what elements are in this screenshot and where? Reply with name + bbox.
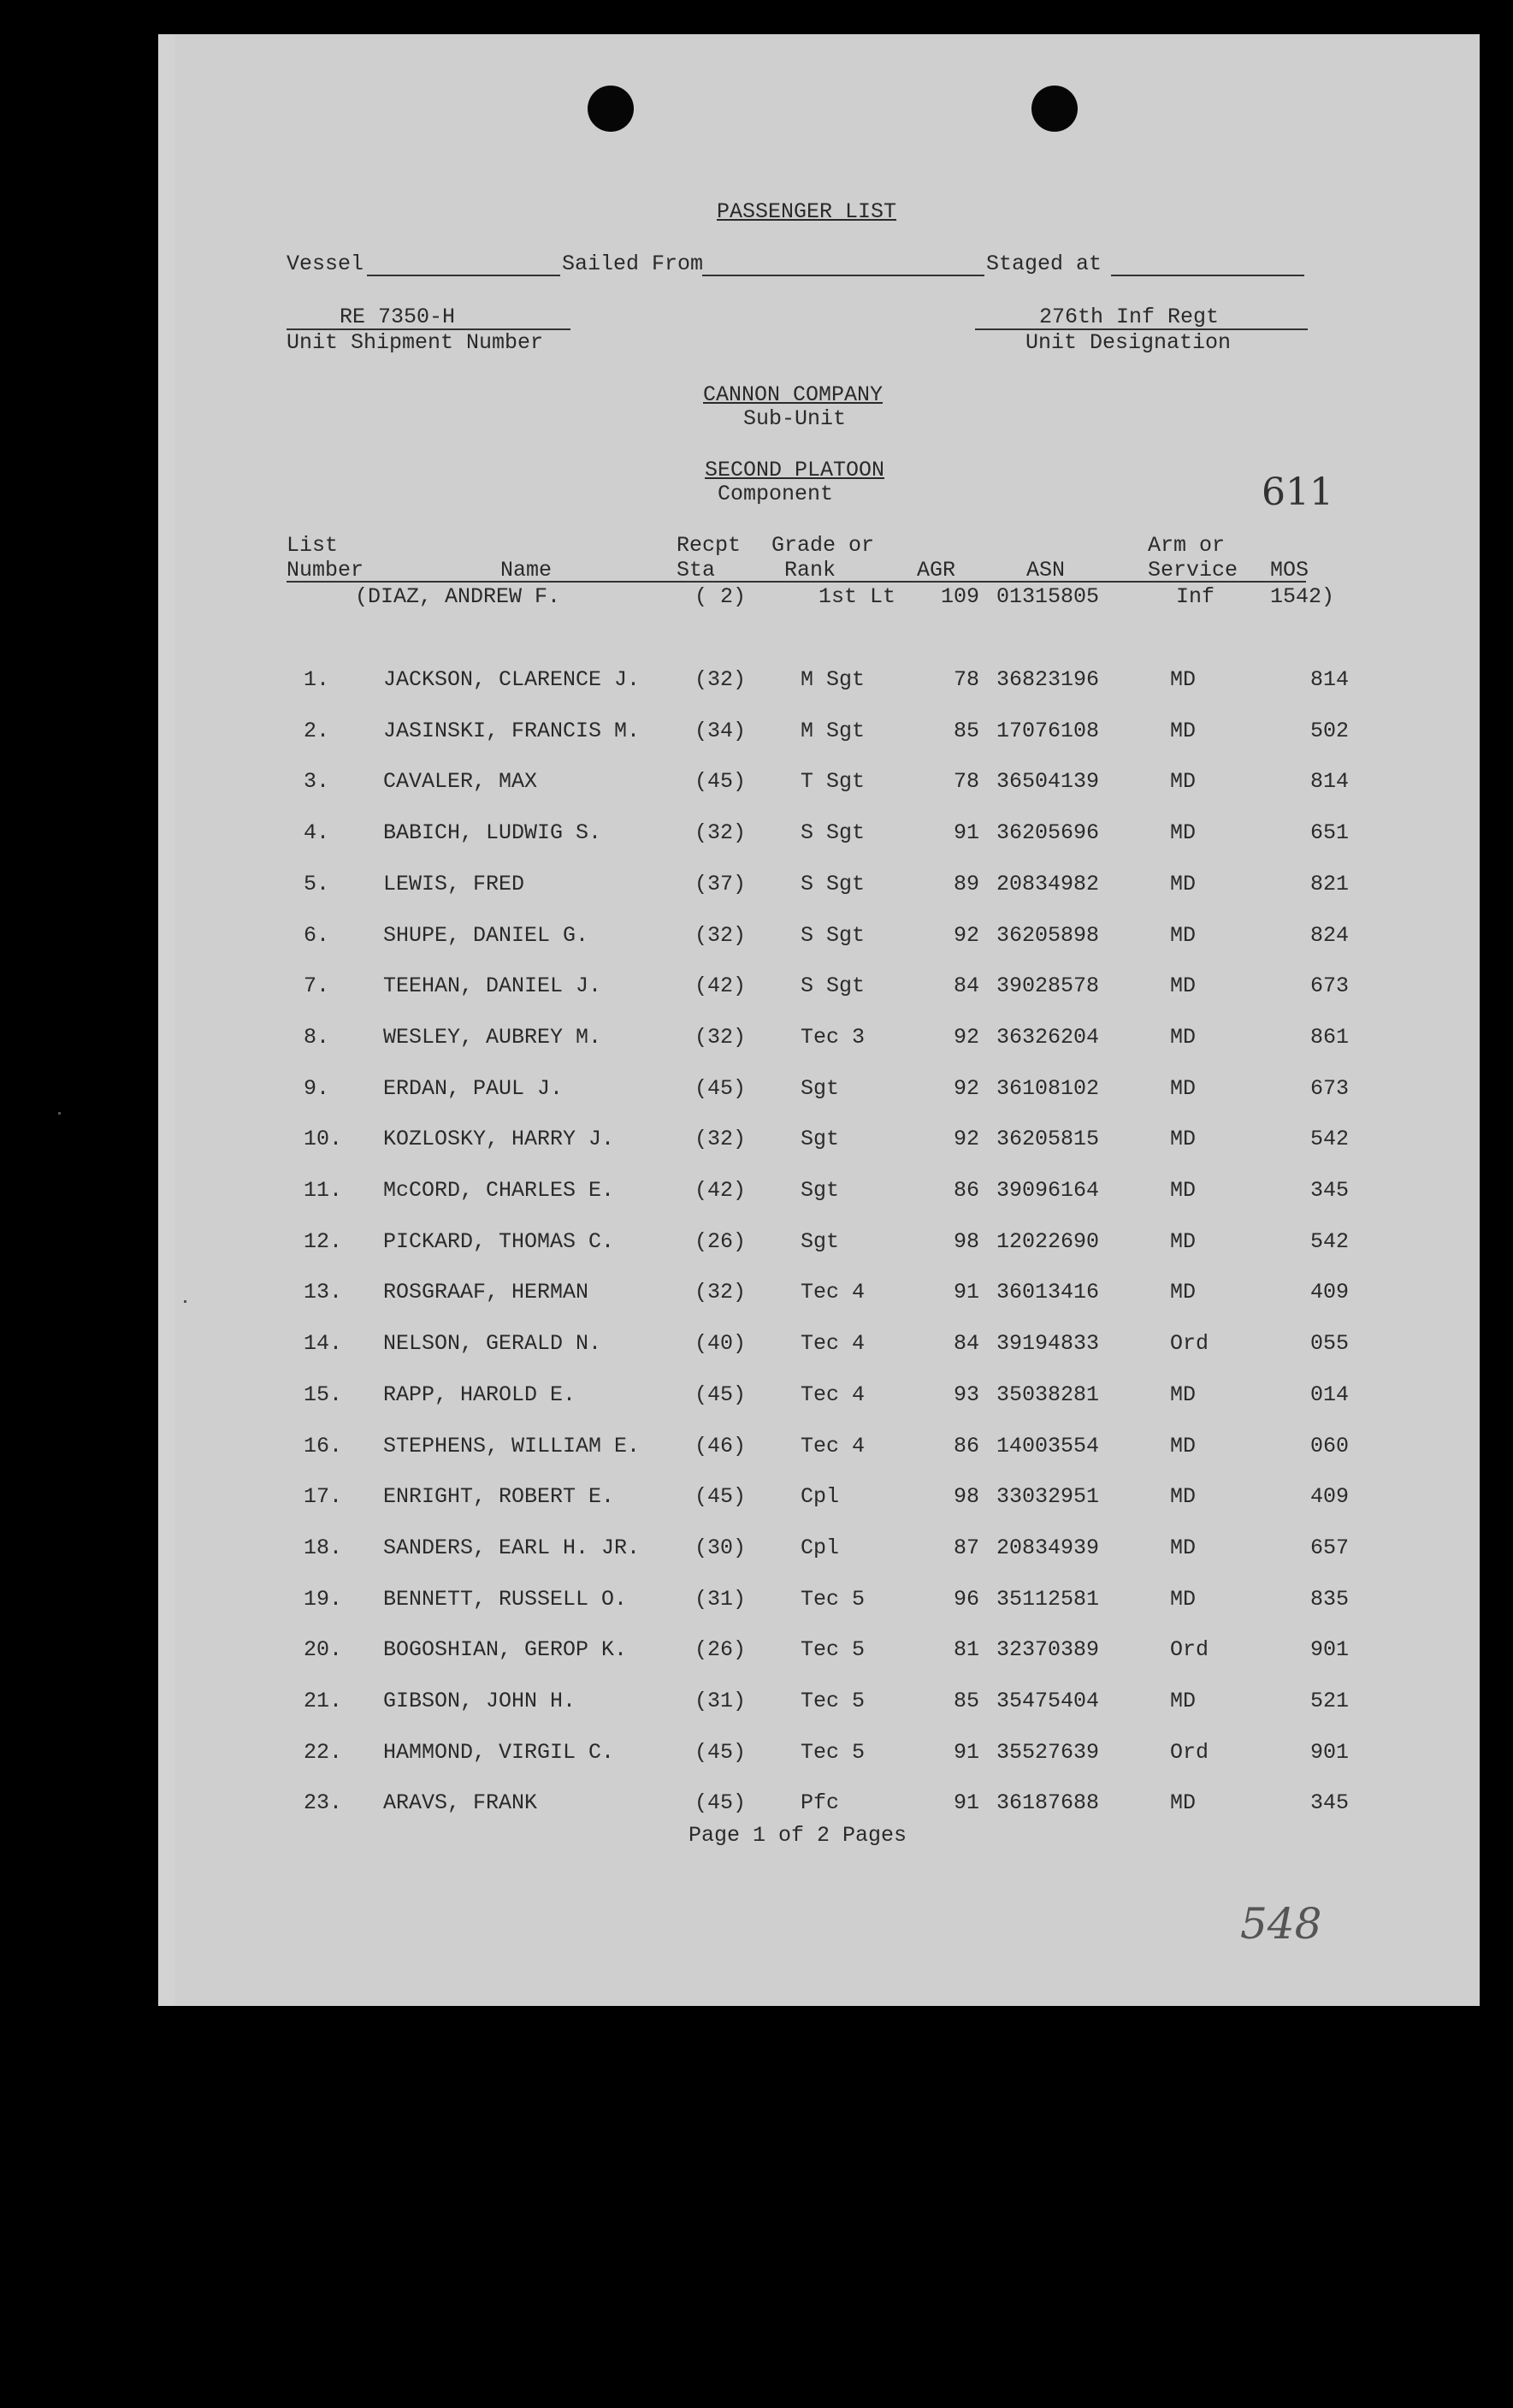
cell-asn: 20834982: [996, 872, 1100, 896]
cell-asn: 39194833: [996, 1331, 1100, 1356]
header-agr: AGR: [917, 558, 956, 583]
cell-sta: (32): [694, 1025, 747, 1050]
officer-arm: Inf: [1176, 584, 1215, 609]
cell-num: 2.: [304, 719, 330, 743]
table-row: [175, 1127, 1480, 1152]
cell-asn: 36205898: [996, 923, 1100, 948]
cell-num: 18.: [304, 1535, 343, 1560]
cell-arm: MD: [1170, 1076, 1197, 1101]
cell-agr: 91: [953, 1790, 979, 1815]
officer-grade: 1st Lt: [819, 584, 896, 609]
cell-agr: 84: [953, 973, 979, 998]
cell-asn: 36504139: [996, 769, 1100, 794]
table-row: [175, 1790, 1480, 1816]
cell-arm: MD: [1170, 769, 1197, 794]
cell-asn: 32370389: [996, 1637, 1100, 1662]
cell-sta: (46): [694, 1434, 747, 1458]
cell-name: PICKARD, THOMAS C.: [383, 1229, 615, 1254]
cell-grade: S Sgt: [801, 820, 866, 845]
cell-num: 6.: [304, 923, 330, 948]
header-grade: Grade or: [771, 533, 875, 558]
cell-asn: 36823196: [996, 667, 1100, 692]
table-row: [175, 872, 1480, 897]
cell-mos: 542: [1309, 1229, 1349, 1254]
cell-sta: (45): [694, 1790, 747, 1815]
cell-agr: 89: [953, 872, 979, 896]
cell-grade: S Sgt: [801, 973, 866, 998]
table-row: [175, 1740, 1480, 1766]
unit-designation-label: Unit Designation: [1025, 330, 1232, 355]
cell-name: BABICH, LUDWIG S.: [383, 820, 602, 845]
cell-arm: MD: [1170, 1689, 1197, 1713]
cell-sta: (42): [694, 973, 747, 998]
cell-agr: 91: [953, 1280, 979, 1305]
cell-agr: 98: [953, 1229, 979, 1254]
cell-agr: 78: [953, 667, 979, 692]
cell-mos: 409: [1309, 1280, 1349, 1305]
handwritten-number: 548: [1240, 1899, 1322, 1949]
cell-num: 1.: [304, 667, 330, 692]
cell-grade: M Sgt: [801, 719, 866, 743]
cell-mos: 657: [1309, 1535, 1349, 1560]
cell-name: TEEHAN, DANIEL J.: [383, 973, 602, 998]
cell-mos: 901: [1309, 1637, 1349, 1662]
cell-grade: Tec 4: [801, 1434, 866, 1458]
cell-num: 22.: [304, 1740, 343, 1765]
cell-sta: (42): [694, 1178, 747, 1203]
cell-asn: 36187688: [996, 1790, 1100, 1815]
cell-num: 14.: [304, 1331, 343, 1356]
cell-sta: (32): [694, 1127, 747, 1151]
cell-grade: Sgt: [801, 1178, 840, 1203]
cell-name: McCORD, CHARLES E.: [383, 1178, 615, 1203]
cell-asn: 17076108: [996, 719, 1100, 743]
cell-arm: MD: [1170, 973, 1197, 998]
cell-num: 3.: [304, 769, 330, 794]
cell-sta: (31): [694, 1587, 747, 1612]
table-row: [175, 1689, 1480, 1714]
cell-name: HAMMOND, VIRGIL C.: [383, 1740, 615, 1765]
cell-sta: (37): [694, 872, 747, 896]
cell-grade: Tec 3: [801, 1025, 866, 1050]
cell-num: 21.: [304, 1689, 343, 1713]
header-name: Name: [500, 558, 553, 583]
cell-grade: Pfc: [801, 1790, 840, 1815]
table-row: [175, 1637, 1480, 1663]
cell-arm: MD: [1170, 1178, 1197, 1203]
cell-agr: 92: [953, 1127, 979, 1151]
cell-arm: Ord: [1170, 1740, 1209, 1765]
cell-mos: 814: [1309, 667, 1349, 692]
cell-sta: (32): [694, 923, 747, 948]
cell-arm: MD: [1170, 1434, 1197, 1458]
cell-sta: (45): [694, 1382, 747, 1407]
cell-name: LEWIS, FRED: [383, 872, 525, 896]
document-title: PASSENGER LIST: [717, 199, 897, 224]
header-number: Number: [287, 558, 364, 583]
cell-num: 16.: [304, 1434, 343, 1458]
cell-grade: Tec 5: [801, 1587, 866, 1612]
cell-grade: Tec 5: [801, 1637, 866, 1662]
cell-sta: (40): [694, 1331, 747, 1356]
cell-num: 19.: [304, 1587, 343, 1612]
cell-num: 8.: [304, 1025, 330, 1050]
cell-mos: 055: [1309, 1331, 1349, 1356]
cell-name: KOZLOSKY, HARRY J.: [383, 1127, 615, 1151]
cell-asn: 35527639: [996, 1740, 1100, 1765]
scan-speck: [58, 1112, 61, 1115]
cell-asn: 39096164: [996, 1178, 1100, 1203]
punch-hole-right: [1031, 86, 1078, 132]
cell-arm: MD: [1170, 1127, 1197, 1151]
cell-mos: 673: [1309, 973, 1349, 998]
cell-agr: 84: [953, 1331, 979, 1356]
cell-mos: 901: [1309, 1740, 1349, 1765]
cell-agr: 92: [953, 923, 979, 948]
table-row: [175, 1331, 1480, 1357]
cell-agr: 87: [953, 1535, 979, 1560]
cell-agr: 86: [953, 1178, 979, 1203]
cell-arm: Ord: [1170, 1331, 1209, 1356]
table-row: [175, 1178, 1480, 1204]
cell-arm: MD: [1170, 1484, 1197, 1509]
punch-hole-left: [588, 86, 634, 132]
sub-unit-label: Sub-Unit: [743, 406, 847, 431]
table-row: [175, 1280, 1480, 1305]
unit-shipment-label: Unit Shipment Number: [287, 330, 544, 355]
cell-agr: 85: [953, 719, 979, 743]
sailed-from-blank: [702, 275, 984, 276]
scan-speck: [184, 1300, 186, 1303]
cell-mos: 835: [1309, 1587, 1349, 1612]
header-asn: ASN: [1026, 558, 1066, 583]
cell-grade: M Sgt: [801, 667, 866, 692]
header-rule: [287, 581, 1306, 583]
cell-grade: S Sgt: [801, 872, 866, 896]
officer-sta: ( 2): [694, 584, 747, 609]
table-row: [175, 1229, 1480, 1255]
header-service: Service: [1148, 558, 1238, 583]
cell-mos: 345: [1309, 1790, 1349, 1815]
cell-name: GIBSON, JOHN H.: [383, 1689, 576, 1713]
cell-num: 13.: [304, 1280, 343, 1305]
cell-arm: MD: [1170, 667, 1197, 692]
cell-grade: Tec 5: [801, 1689, 866, 1713]
cell-name: SHUPE, DANIEL G.: [383, 923, 589, 948]
cell-num: 15.: [304, 1382, 343, 1407]
cell-sta: (45): [694, 1484, 747, 1509]
cell-arm: MD: [1170, 1025, 1197, 1050]
cell-num: 11.: [304, 1178, 343, 1203]
cell-sta: (45): [694, 1740, 747, 1765]
cell-name: ARAVS, FRANK: [383, 1790, 538, 1815]
cell-num: 17.: [304, 1484, 343, 1509]
cell-grade: Sgt: [801, 1076, 840, 1101]
cell-asn: 35475404: [996, 1689, 1100, 1713]
officer-asn: 01315805: [996, 584, 1100, 609]
cell-arm: MD: [1170, 1535, 1197, 1560]
cell-num: 23.: [304, 1790, 343, 1815]
cell-sta: (34): [694, 719, 747, 743]
cell-mos: 542: [1309, 1127, 1349, 1151]
handwritten-page-number: 611: [1262, 470, 1333, 514]
cell-sta: (32): [694, 820, 747, 845]
cell-grade: Cpl: [801, 1484, 840, 1509]
table-row: [175, 667, 1480, 693]
cell-mos: 345: [1309, 1178, 1349, 1203]
cell-asn: 14003554: [996, 1434, 1100, 1458]
cell-num: 10.: [304, 1127, 343, 1151]
cell-name: NELSON, GERALD N.: [383, 1331, 602, 1356]
table-row: [175, 1484, 1480, 1510]
cell-arm: MD: [1170, 1229, 1197, 1254]
cell-arm: MD: [1170, 872, 1197, 896]
cell-sta: (31): [694, 1689, 747, 1713]
cell-name: ROSGRAAF, HERMAN: [383, 1280, 589, 1305]
cell-asn: 39028578: [996, 973, 1100, 998]
cell-grade: Tec 5: [801, 1740, 866, 1765]
cell-asn: 36205696: [996, 820, 1100, 845]
cell-agr: 93: [953, 1382, 979, 1407]
unit-designation-value: 276th Inf Regt: [1039, 305, 1220, 329]
cell-num: 20.: [304, 1637, 343, 1662]
page-surface: [175, 34, 1480, 2006]
cell-name: ENRIGHT, ROBERT E.: [383, 1484, 615, 1509]
cell-agr: 96: [953, 1587, 979, 1612]
cell-name: CAVALER, MAX: [383, 769, 538, 794]
cell-name: ERDAN, PAUL J.: [383, 1076, 564, 1101]
table-row: [175, 923, 1480, 949]
cell-asn: 36205815: [996, 1127, 1100, 1151]
cell-sta: (32): [694, 1280, 747, 1305]
cell-agr: 91: [953, 1740, 979, 1765]
cell-grade: Sgt: [801, 1229, 840, 1254]
vessel-blank: [367, 275, 560, 276]
cell-arm: MD: [1170, 923, 1197, 948]
cell-sta: (26): [694, 1229, 747, 1254]
cell-asn: 36326204: [996, 1025, 1100, 1050]
cell-mos: 821: [1309, 872, 1349, 896]
cell-mos: 651: [1309, 820, 1349, 845]
cell-grade: Tec 4: [801, 1280, 866, 1305]
header-list: List: [287, 533, 339, 558]
cell-asn: 20834939: [996, 1535, 1100, 1560]
vessel-label: Vessel: [287, 251, 364, 276]
cell-mos: 409: [1309, 1484, 1349, 1509]
cell-mos: 673: [1309, 1076, 1349, 1101]
officer-name: (DIAZ, ANDREW F.: [355, 584, 561, 609]
cell-name: BOGOSHIAN, GEROP K.: [383, 1637, 628, 1662]
table-row: [175, 973, 1480, 999]
cell-agr: 85: [953, 1689, 979, 1713]
cell-asn: 36108102: [996, 1076, 1100, 1101]
cell-sta: (45): [694, 1076, 747, 1101]
component-label: Component: [718, 482, 834, 506]
cell-num: 7.: [304, 973, 330, 998]
table-row: [175, 1382, 1480, 1408]
cell-mos: 824: [1309, 923, 1349, 948]
document-page: [158, 34, 1480, 2006]
cell-agr: 78: [953, 769, 979, 794]
cell-asn: 35038281: [996, 1382, 1100, 1407]
header-mos: MOS: [1270, 558, 1309, 583]
cell-name: BENNETT, RUSSELL O.: [383, 1587, 628, 1612]
header-arm: Arm or: [1148, 533, 1226, 558]
cell-sta: (26): [694, 1637, 747, 1662]
cell-arm: MD: [1170, 1790, 1197, 1815]
table-row: [175, 1535, 1480, 1561]
cell-grade: S Sgt: [801, 923, 866, 948]
cell-grade: Tec 4: [801, 1382, 866, 1407]
cell-mos: 814: [1309, 769, 1349, 794]
cell-grade: Tec 4: [801, 1331, 866, 1356]
cell-mos: 502: [1309, 719, 1349, 743]
cell-agr: 98: [953, 1484, 979, 1509]
component-value: SECOND PLATOON: [705, 458, 885, 482]
cell-agr: 81: [953, 1637, 979, 1662]
cell-arm: MD: [1170, 719, 1197, 743]
cell-name: JASINSKI, FRANCIS M.: [383, 719, 641, 743]
cell-sta: (30): [694, 1535, 747, 1560]
cell-arm: Ord: [1170, 1637, 1209, 1662]
cell-mos: 861: [1309, 1025, 1349, 1050]
cell-asn: 35112581: [996, 1587, 1100, 1612]
cell-name: SANDERS, EARL H. JR.: [383, 1535, 641, 1560]
cell-agr: 86: [953, 1434, 979, 1458]
cell-name: JACKSON, CLARENCE J.: [383, 667, 641, 692]
cell-mos: 060: [1309, 1434, 1349, 1458]
cell-num: 4.: [304, 820, 330, 845]
cell-asn: 12022690: [996, 1229, 1100, 1254]
cell-sta: (32): [694, 667, 747, 692]
cell-arm: MD: [1170, 1280, 1197, 1305]
cell-name: STEPHENS, WILLIAM E.: [383, 1434, 641, 1458]
cell-asn: 33032951: [996, 1484, 1100, 1509]
cell-num: 12.: [304, 1229, 343, 1254]
cell-sta: (45): [694, 769, 747, 794]
table-row: [175, 1025, 1480, 1050]
unit-shipment-number: RE 7350-H: [340, 305, 456, 329]
cell-grade: Sgt: [801, 1127, 840, 1151]
sailed-from-label: Sailed From: [562, 251, 704, 276]
cell-name: RAPP, HAROLD E.: [383, 1382, 576, 1407]
cell-arm: MD: [1170, 1382, 1197, 1407]
cell-arm: MD: [1170, 820, 1197, 845]
header-rank: Rank: [784, 558, 836, 583]
cell-grade: Cpl: [801, 1535, 840, 1560]
header-sta: Sta: [677, 558, 716, 583]
staged-at-blank: [1111, 275, 1304, 276]
cell-num: 9.: [304, 1076, 330, 1101]
table-row: [175, 1434, 1480, 1459]
table-row: [175, 1076, 1480, 1102]
cell-asn: 36013416: [996, 1280, 1100, 1305]
table-row: [175, 820, 1480, 846]
cell-name: WESLEY, AUBREY M.: [383, 1025, 602, 1050]
sub-unit-value: CANNON COMPANY: [703, 382, 884, 407]
cell-arm: MD: [1170, 1587, 1197, 1612]
cell-mos: 521: [1309, 1689, 1349, 1713]
cell-agr: 92: [953, 1076, 979, 1101]
cell-num: 5.: [304, 872, 330, 896]
cell-mos: 014: [1309, 1382, 1349, 1407]
cell-grade: T Sgt: [801, 769, 866, 794]
cell-agr: 92: [953, 1025, 979, 1050]
table-row: [175, 719, 1480, 744]
officer-mos: 1542): [1270, 584, 1335, 609]
staged-at-label: Staged at: [986, 251, 1102, 276]
table-row: [175, 1587, 1480, 1612]
header-recpt: Recpt: [677, 533, 742, 558]
page-footer: Page 1 of 2 Pages: [689, 1823, 907, 1848]
officer-agr: 109: [940, 584, 979, 609]
cell-agr: 91: [953, 820, 979, 845]
officer-row: [175, 584, 1480, 610]
table-row: [175, 769, 1480, 795]
